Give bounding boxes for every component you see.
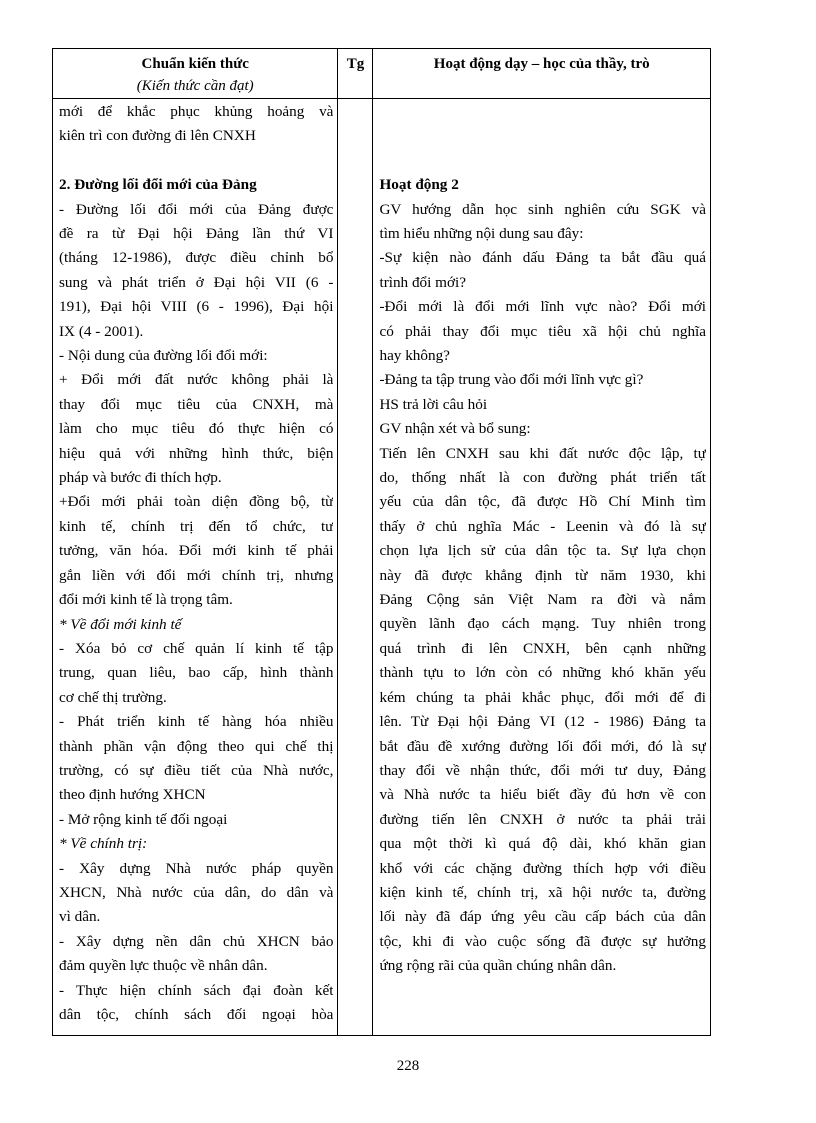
activity-line: trình đổi mới? [379,273,466,291]
paragraph-line: (tháng 12-1986), được điều chỉnh bổ [59,249,334,267]
paragraph-line: đề ra từ Đại hội Đảng lần thứ VI [59,225,334,243]
header-time: Tg [338,49,373,99]
paragraph-line: đảm quyền lực thuộc về nhân dân. [59,957,268,975]
page-number: 228 [396,1058,420,1074]
paragraph-line: trường, có sự điều tiết của Nhà nước, [59,761,334,779]
paragraph-line: - Mở rộng kinh tế đối ngoại [59,810,228,828]
activity-heading: Hoạt động 2 [379,176,459,194]
activity-line: GV hướng dẫn học sinh nghiên cứu SGK và [379,200,706,218]
activity-line: này đã được khẳng định từ năm 1930, khi [379,566,706,584]
paragraph-line: - Thực hiện chính sách đại đoàn kết [59,981,334,999]
blank-line [59,149,333,173]
intro-line: mới để khắc phục khủng hoảng và [59,103,334,120]
paragraph-line: - Xây dựng nền dân chủ XHCN bảo [59,932,334,950]
activity-line: -Đổi mới là đổi mới lĩnh vực nào? Đổi mới [379,298,706,316]
intro-line: kiên trì con đường đi lên CNXH [59,127,256,145]
paragraph-line: - Xây dựng Nhà nước pháp quyền [59,859,334,877]
activity-line: thành tựu to lớn còn có những khó khăn yếu [379,664,706,682]
header-knowledge-title: Chuẩn kiến thức [141,56,249,72]
activity-line: Tiến lên CNXH sau khi đất nước độc lập, tự [379,444,706,462]
knowledge-cell [53,99,338,1036]
header-knowledge-subtitle: (Kiến thức cần đạt) [136,78,254,94]
paragraph-line: + Đổi mới đất nước không phải là [59,371,334,389]
activity-line: khổ với các chặng đường thích hợp với điều [379,859,706,877]
activity-line: do, thống nhất là con đường phát triển tất [379,469,706,487]
activity-line: ứng rộng rãi của quần chúng nhân dân. [379,957,617,975]
table-body-row [53,99,711,1036]
paragraph-line: làm cho mục tiêu đó thực hiện có [59,420,334,438]
time-cell [338,99,373,1036]
paragraph-line: +Đổi mới phải toàn diện đồng bộ, từ [59,493,334,511]
activity-line: hay không? [379,347,450,365]
paragraph-line: cơ chế thị trường. [59,688,167,706]
activity-line: thấy ở chủ nghĩa Mác - Leenin và đó là sự [379,517,706,535]
blank-line [379,124,706,148]
paragraph-line: hiệu quả với những hình thức, biện [59,444,334,462]
activity-line: kém chúng ta phải khắc phục, đổi mới để đi [379,688,706,706]
paragraph-line: thành phần vận động theo qui chế thị [59,737,334,755]
activity-line: có phải thay đổi mục tiêu xã hội chủ nghĩa [379,322,706,340]
activity-line: GV nhận xét và bổ sung: [379,420,531,438]
paragraph-line: - Đường lối đổi mới của Đảng được [59,200,334,218]
paragraph-line: XHCN, Nhà nước của dân, do dân và [59,883,334,901]
activity-line: yếu của dân tộc, đã được Hồ Chí Minh tìm [379,493,706,511]
activity-line: -Sự kiện nào đánh dấu Đảng ta bắt đầu quá [379,249,706,267]
knowledge-text [53,99,337,1027]
paragraph-line: - Phát triển kinh tế hàng hóa nhiều [59,713,334,731]
activity-line: quá trình đi lên CNXH, bên cạnh những [379,639,706,657]
table-header-row [53,49,711,99]
activity-line: quyền lãnh đạo cách mạng. Tuy nhiên trong [379,615,706,633]
lesson-table [52,48,711,1036]
paragraph-line: tưởng, văn hóa. Đổi mới kinh tế phải [59,542,334,560]
politics-subheading: * Về chính trị: [59,835,148,853]
paragraph-line: - Xóa bỏ cơ chế quản lí kinh tế tập [59,639,334,657]
header-activities: Hoạt động dạy – học của thầy, trò [373,49,711,99]
paragraph-line: sung và phát triển ở Đại hội VII (6 - [59,273,334,291]
activity-line: và Nhà nước ta hiểu biết đầy đủ hơn về con [379,786,706,804]
activity-line: lối này đã đáp ứng yêu cầu cấp bách của dân [379,908,706,926]
paragraph-line: thay đổi mục tiêu của CNXH, mà [59,395,334,413]
activity-line: thay đổi về nhận thức, đổi mới tư duy, Đảng [379,761,706,779]
paragraph-line: dân tộc, chính sách đối ngoại hòa [59,1006,334,1024]
activity-line: HS trả lời câu hỏi [379,395,488,413]
paragraph-line: IX (4 - 2001). [59,322,144,340]
paragraph-line: kinh tế, chính trị đến tổ chức, tư [59,517,334,535]
paragraph-line: pháp và bước đi thích hợp. [59,469,222,487]
activity-line: tìm hiểu những nội dung sau đây: [379,224,584,242]
activity-line: lên. Từ Đại hội Đảng VI (12 - 1986) Đảng ta [379,713,706,731]
economy-subheading: * Về đổi mới kinh tế [59,615,182,633]
activities-cell [373,99,711,1036]
activity-line: kiện kinh tế, chính trị, xã hội nước ta, đường [379,883,706,901]
paragraph-line: vì dân. [59,908,101,926]
paragraph-line: theo định hướng XHCN [59,786,206,804]
activity-line: chọn lựa lịch sử của dân tộc ta. Sự lựa chọn [379,542,706,560]
paragraph-line: đổi mới kinh tế là trọng tâm. [59,591,233,609]
activity-line: Đảng Cộng sản Việt Nam ra đời và nắm [379,591,706,609]
paragraph-line: 191), Đại hội VIII (6 - 1996), Đại hội [59,298,334,316]
paragraph-line: trung, quan liêu, bao cấp, hình thành [59,664,334,682]
paragraph-line: - Nội dung của đường lối đổi mới: [59,347,268,365]
activity-line: qua một thời kì quá độ dài, khó khăn gian [379,835,706,853]
blank-line [379,100,706,124]
section-heading: 2. Đường lối đổi mới của Đảng [59,176,257,194]
activity-line: đường tiến lên CNXH ở nước ta phải trải [379,810,706,828]
header-knowledge [53,49,338,99]
blank-line [379,149,706,173]
activity-line: tộc, khi đi vào cuộc sống đã được sự hưởng [379,932,706,950]
activity-line: bắt đầu đề xướng đường lối đổi mới, đó là sự [379,737,706,755]
activities-text [373,99,710,979]
activity-line: -Đảng ta tập trung vào đổi mới lĩnh vực gì? [379,371,644,389]
paragraph-line: gắn liền với đổi mới chính trị, nhưng [59,566,334,584]
